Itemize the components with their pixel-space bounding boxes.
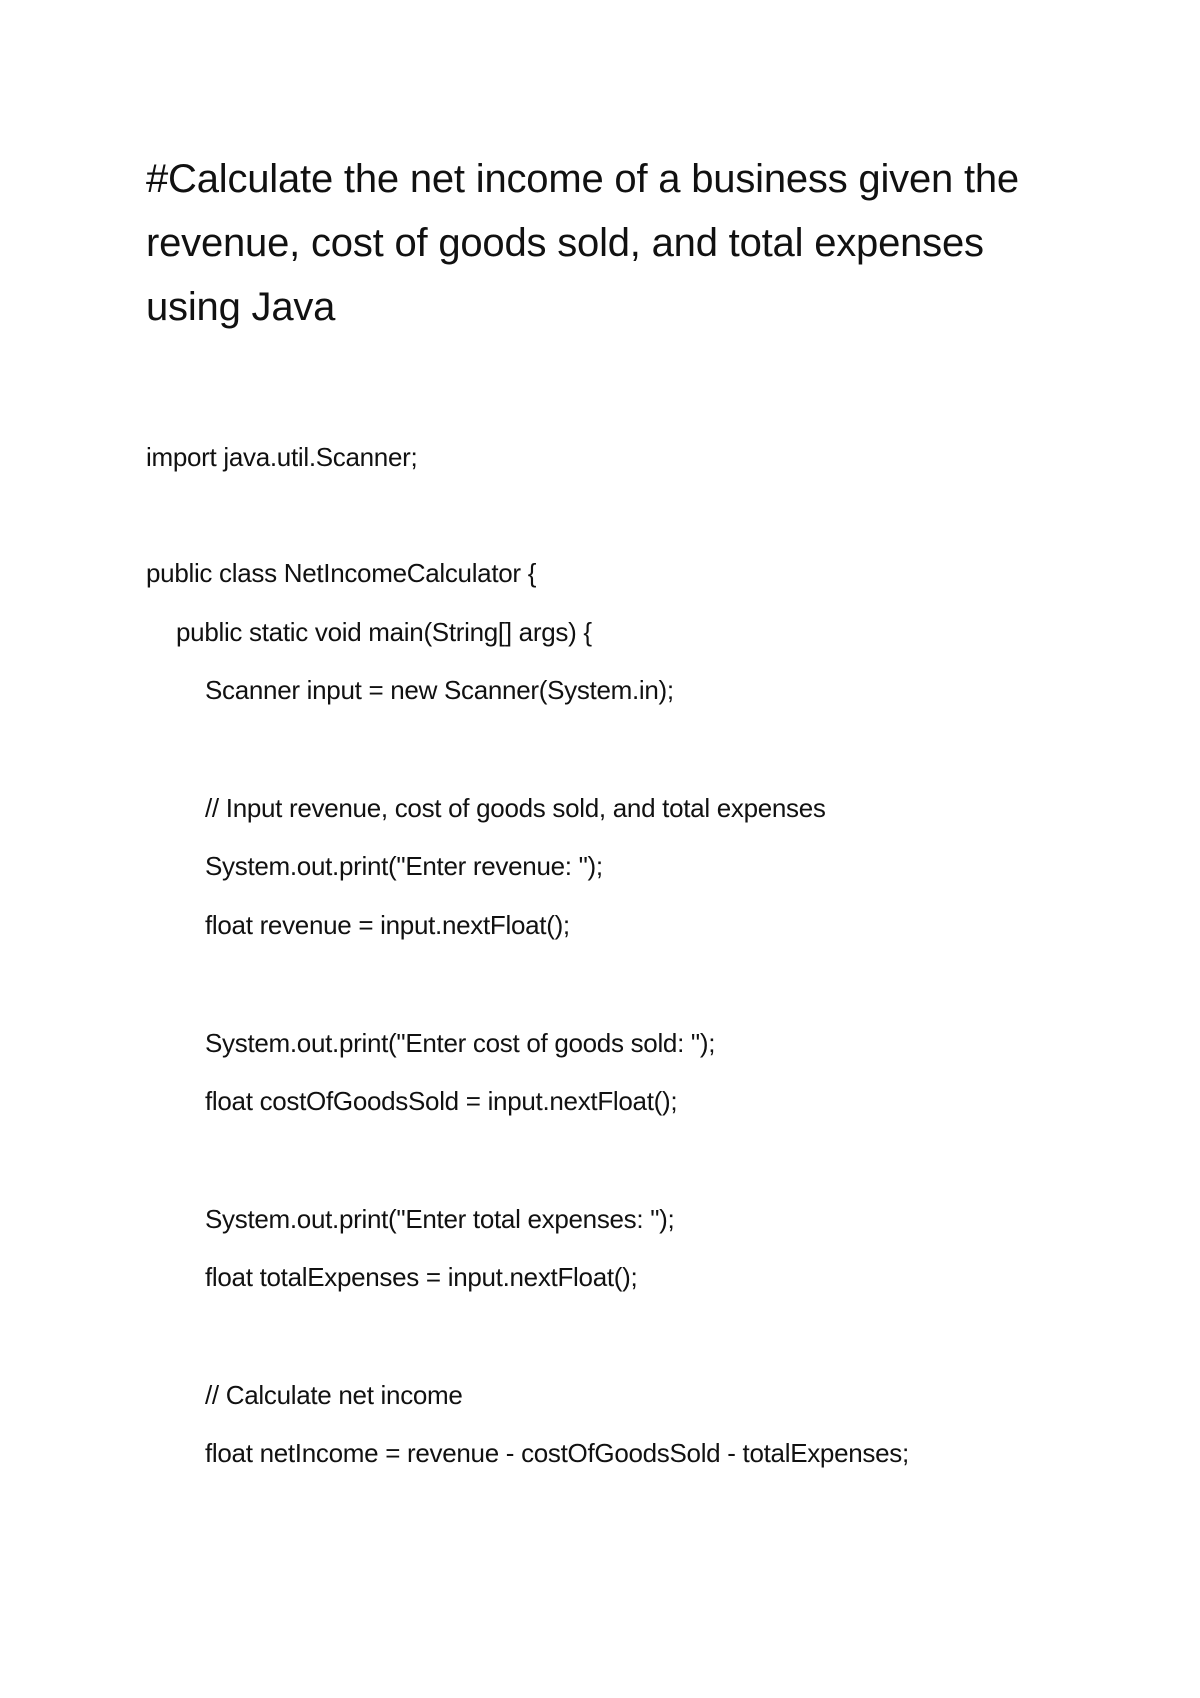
code-line-comment-calc: // Calculate net income xyxy=(205,1380,463,1410)
code-line-read-cogs: float costOfGoodsSold = input.nextFloat(); xyxy=(205,1086,678,1116)
code-line-print-cogs: System.out.print("Enter cost of goods sold: "); xyxy=(205,1028,716,1058)
code-line-class-declaration: public class NetIncomeCalculator { xyxy=(146,558,537,588)
code-line-print-revenue: System.out.print("Enter revenue: "); xyxy=(205,851,603,881)
code-line-read-expenses: float totalExpenses = input.nextFloat(); xyxy=(205,1262,638,1292)
code-line-main-method: public static void main(String[] args) { xyxy=(176,617,592,647)
code-line-comment-input: // Input revenue, cost of goods sold, and total expenses xyxy=(205,793,826,823)
code-line-import: import java.util.Scanner; xyxy=(146,442,418,472)
code-line-scanner-init: Scanner input = new Scanner(System.in); xyxy=(205,675,674,705)
code-line-net-income: float netIncome = revenue - costOfGoodsSold - totalExpenses; xyxy=(205,1438,909,1468)
code-line-read-revenue: float revenue = input.nextFloat(); xyxy=(205,910,570,940)
code-line-print-expenses: System.out.print("Enter total expenses: "); xyxy=(205,1204,675,1234)
document-title: #Calculate the net income of a business given the revenue, cost of goods sold, and total expenses using Java xyxy=(146,157,1019,329)
